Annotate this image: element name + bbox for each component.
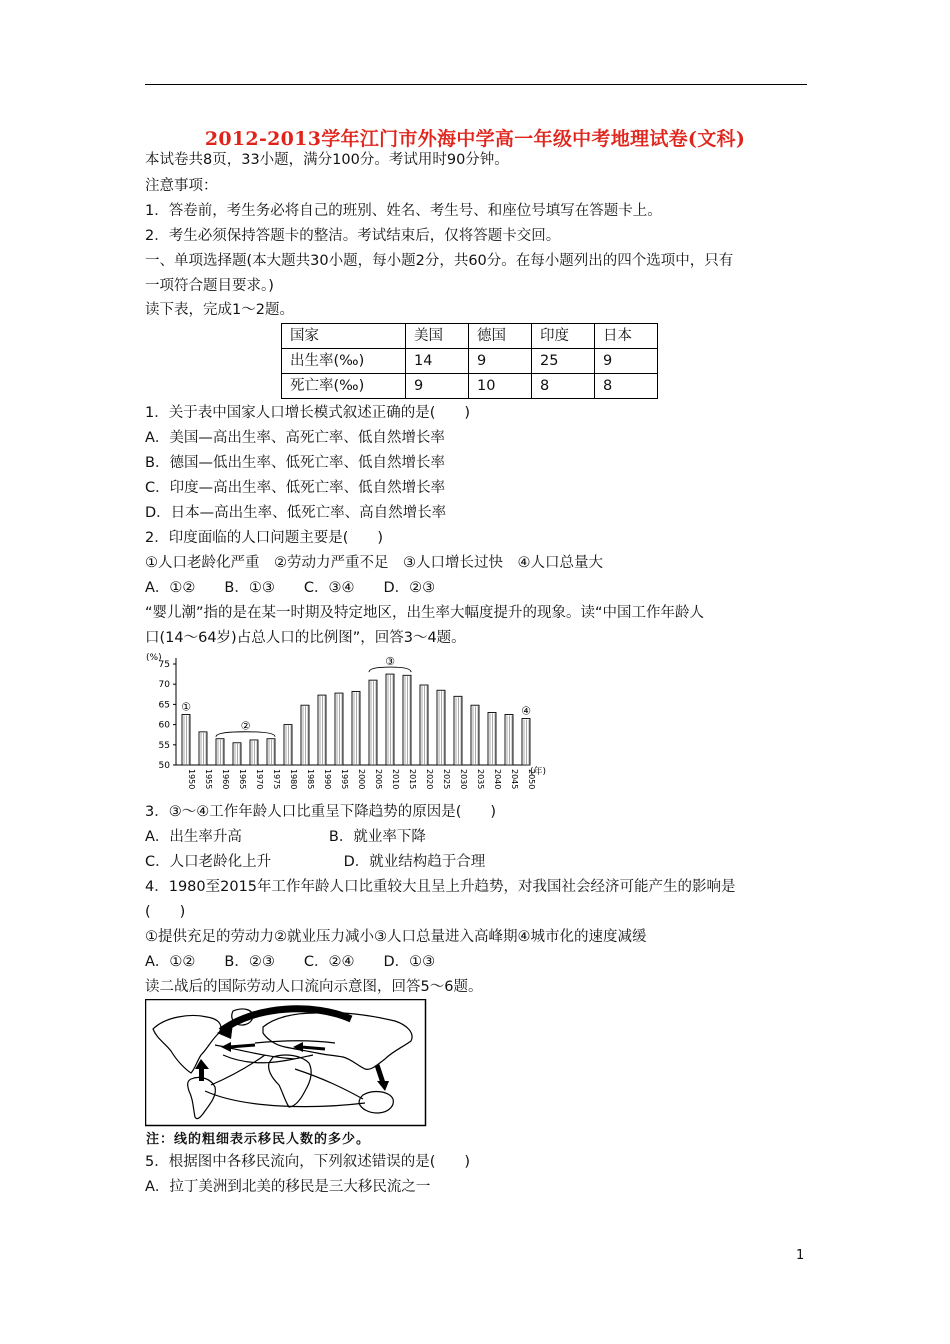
x-tick-label: 1960 (221, 769, 230, 790)
question-4-line-2: ( ) (145, 904, 186, 920)
x-tick-label: 2025 (442, 769, 451, 790)
table-row (282, 374, 658, 399)
table-cell: 9 (406, 374, 469, 399)
x-tick-label: 2045 (510, 769, 519, 790)
x-tick-label: 2040 (493, 769, 502, 790)
y-tick-label: 75 (158, 660, 170, 670)
table-header-row (282, 324, 658, 349)
map-note: 注：线的粗细表示移民人数的多少。 (146, 1132, 371, 1147)
question-5: 5．根据图中各移民流向，下列叙述错误的是( ) (145, 1154, 471, 1170)
table-cell: 美国 (406, 324, 469, 349)
x-axis-label: (年) (530, 767, 547, 777)
x-tick-label: 2005 (374, 769, 383, 790)
question-4-line-1: 4．1980至2015年工作年龄人口比重较大且呈上升趋势，对我国社会经济可能产生的影响是 (145, 879, 736, 895)
working-age-ratio-chart (144, 648, 554, 796)
y-tick-label: 65 (158, 700, 170, 711)
x-tick-label: 2010 (391, 769, 400, 790)
table-cell: 8 (532, 374, 595, 399)
x-tick-label: 2030 (459, 769, 468, 790)
q5-option-a: A．拉丁美洲到北美的移民是三大移民流之一 (145, 1179, 431, 1195)
table-cell: 死亡率(‰) (282, 374, 406, 399)
table-cell: 国家 (282, 324, 406, 349)
x-tick-label: 1985 (306, 769, 315, 790)
baby-boom-text-2: 口(14～64岁)占总人口的比例图”，回答3～4题。 (145, 630, 466, 646)
x-tick-label: 1965 (238, 769, 247, 790)
notice-item-2: 2．考生必须保持答题卡的整洁。考试结束后，仅将答题卡交回。 (145, 228, 561, 244)
notice-heading: 注意事项： (145, 178, 218, 194)
table-cell: 9 (595, 349, 658, 374)
table-cell: 日本 (595, 324, 658, 349)
table-cell: 出生率(‰) (282, 349, 406, 374)
x-tick-label: 2000 (357, 769, 366, 790)
exam-title: 2012-2013学年江门市外海中学高一年级中考地理试卷(文科) (204, 128, 746, 150)
x-tick-label: 1955 (204, 769, 213, 790)
question-2: 2．印度面临的人口问题主要是( ) (145, 530, 384, 546)
x-tick-label: 1995 (340, 769, 349, 790)
y-tick-label: 60 (158, 720, 170, 731)
q1-option-a: A．美国—高出生率、高死亡率、低自然增长率 (145, 430, 445, 446)
x-tick-label: 1970 (255, 769, 264, 790)
read-table-prompt: 读下表，完成1～2题。 (145, 302, 294, 318)
table-cell: 印度 (532, 324, 595, 349)
question-1: 1．关于表中国家人口增长模式叙述正确的是( ) (145, 405, 471, 421)
section-heading-line-2: 一项符合题目要求。) (145, 278, 274, 294)
page-number: 1 (796, 1248, 805, 1263)
q1-option-c: C．印度—高出生率、低死亡率、低自然增长率 (145, 480, 446, 496)
marker-label: ③ (385, 655, 395, 669)
table-cell: 25 (532, 349, 595, 374)
section-heading-line-1: 一、单项选择题(本大题共30小题，每小题2分，共60分。在每小题列出的四个选项中，只有 (145, 253, 734, 269)
marker-label: ② (240, 719, 251, 733)
x-tick-label: 2050 (527, 769, 536, 790)
q4-statements: ①提供充足的劳动力②就业压力减小③人口总量进入高峰期④城市化的速度减缓 (145, 929, 647, 945)
x-tick-label: 2035 (476, 769, 485, 790)
table-cell: 8 (595, 374, 658, 399)
intro-line: 本试卷共8页，33小题，满分100分。考试用时90分钟。 (145, 152, 509, 168)
x-tick-label: 1980 (289, 769, 298, 790)
marker-label: ④ (521, 704, 531, 718)
population-rate-table (281, 323, 658, 399)
header-rule (145, 84, 807, 85)
x-tick-label: 2020 (425, 769, 434, 790)
migration-flow-map (145, 999, 429, 1127)
notice-item-1: 1．答卷前，考生务必将自己的班别、姓名、考生号、和座位号填写在答题卡上。 (145, 203, 662, 219)
q1-option-d: D．日本—高出生率、低死亡率、高自然增长率 (145, 505, 447, 521)
table-cell: 10 (469, 374, 532, 399)
q1-option-b: B．德国—低出生率、低死亡率、低自然增长率 (145, 455, 445, 471)
baby-boom-text-1: “婴儿潮”指的是在某一时期及特定地区，出生率大幅度提升的现象。读“中国工作年龄人 (145, 605, 705, 621)
table-cell: 德国 (469, 324, 532, 349)
q2-options: A．①② B．①③ C．③④ D．②③ (145, 580, 436, 596)
marker-label: ① (181, 700, 191, 714)
x-tick-label: 1990 (323, 769, 332, 790)
q3-options-ab: A．出生率升高 B．就业率下降 (145, 829, 426, 845)
table-cell: 9 (469, 349, 532, 374)
x-tick-label: 2015 (408, 769, 417, 790)
x-tick-label: 1950 (187, 769, 196, 790)
y-axis-label: (%) (146, 653, 162, 663)
table-cell: 14 (406, 349, 469, 374)
question-3: 3．③～④工作年龄人口比重呈下降趋势的原因是( ) (145, 804, 497, 820)
q3-options-cd: C．人口老龄化上升 D．就业结构趋于合理 (145, 854, 486, 870)
read-map-prompt: 读二战后的国际劳动人口流向示意图，回答5～6题。 (145, 979, 483, 995)
y-tick-label: 55 (158, 740, 170, 751)
table-row (282, 349, 658, 374)
x-tick-label: 1975 (272, 769, 281, 790)
y-tick-label: 50 (158, 761, 170, 771)
q2-statements: ①人口老龄化严重 ②劳动力严重不足 ③人口增长过快 ④人口总量大 (145, 555, 603, 571)
y-tick-label: 70 (158, 680, 170, 691)
q4-options: A．①② B．②③ C．②④ D．①③ (145, 954, 436, 970)
